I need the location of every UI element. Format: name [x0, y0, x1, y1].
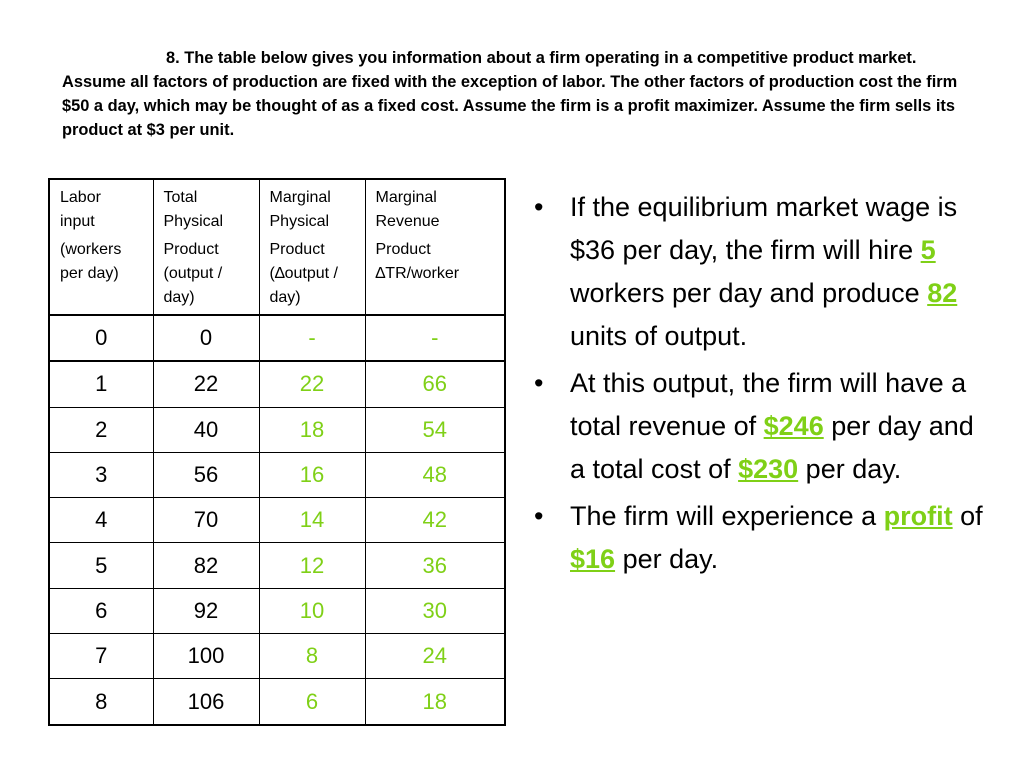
labor-cell: 7 — [49, 634, 153, 679]
mrp-cell: 18 — [365, 679, 505, 725]
answer-profit-word: profit — [883, 501, 953, 531]
labor-cell: 0 — [49, 315, 153, 361]
table-header-row — [49, 179, 505, 315]
mrp-cell: 30 — [365, 588, 505, 633]
mpp-cell: 8 — [259, 634, 365, 679]
tpp-cell: 106 — [153, 679, 259, 725]
mpp-cell: 14 — [259, 498, 365, 543]
mrp-cell: 66 — [365, 361, 505, 407]
table-row — [49, 679, 505, 725]
mrp-cell: 24 — [365, 634, 505, 679]
table-row — [49, 498, 505, 543]
labor-cell: 3 — [49, 452, 153, 497]
table-row — [49, 588, 505, 633]
bullet-profit: • The firm will experience a profit of $16 per day. — [532, 495, 992, 581]
answer-total-cost: $230 — [738, 454, 799, 484]
tpp-cell: 0 — [153, 315, 259, 361]
labor-cell: 1 — [49, 361, 153, 407]
mpp-cell: 22 — [259, 361, 365, 407]
table-row — [49, 315, 505, 361]
tpp-cell: 82 — [153, 543, 259, 588]
labor-cell: 5 — [49, 543, 153, 588]
tpp-cell: 100 — [153, 634, 259, 679]
labor-cell: 4 — [49, 498, 153, 543]
tpp-cell: 56 — [153, 452, 259, 497]
problem-statement: 8. The table below gives you information about a firm operating in a competitive product market. Assume all factors of production are fixed with the exception of labor. The other factors of production cost the firm $50 a day, which may be thought of as a fixed cost. Assume the firm is a profit maximizer. Assume the firm sells its product at $3 per unit. — [62, 49, 958, 139]
answer-workers: 5 — [920, 235, 936, 265]
mrp-cell: - — [365, 315, 505, 361]
mpp-cell: 12 — [259, 543, 365, 588]
answer-profit-amount: $16 — [570, 544, 616, 574]
mpp-cell: - — [259, 315, 365, 361]
bullet-dot: • — [534, 192, 544, 222]
labor-cell: 6 — [49, 588, 153, 633]
table-row — [49, 361, 505, 407]
answer-output: 82 — [927, 278, 958, 308]
bullet-dot: • — [534, 501, 544, 531]
table-row — [49, 634, 505, 679]
table-row — [49, 543, 505, 588]
tpp-cell: 40 — [153, 407, 259, 452]
mrp-cell: 42 — [365, 498, 505, 543]
mpp-cell: 10 — [259, 588, 365, 633]
answer-total-revenue: $246 — [763, 411, 824, 441]
bullet-revenue-cost: • At this output, the firm will have a total revenue of $246 per day and a total cost of $230 per day. — [532, 362, 992, 491]
tpp-cell: 70 — [153, 498, 259, 543]
table-row — [49, 407, 505, 452]
labor-cell: 8 — [49, 679, 153, 725]
tpp-cell: 92 — [153, 588, 259, 633]
tpp-cell: 22 — [153, 361, 259, 407]
mrp-cell: 48 — [365, 452, 505, 497]
mpp-cell: 16 — [259, 452, 365, 497]
mpp-cell: 18 — [259, 407, 365, 452]
production-table — [48, 178, 506, 726]
table-row — [49, 452, 505, 497]
mrp-cell: 36 — [365, 543, 505, 588]
mpp-cell: 6 — [259, 679, 365, 725]
header-total-physical-product: Total Physical Product (output / day) — [153, 179, 259, 315]
header-labor-input: Labor input (workers per day) — [49, 179, 153, 315]
bullet-hiring: • If the equilibrium market wage is $36 per day, the firm will hire 5 workers per day and produce 82 units of output. — [532, 186, 992, 358]
header-marginal-revenue-product: Marginal Revenue Product ∆TR/worker — [365, 179, 505, 315]
answer-bullets — [532, 186, 992, 585]
labor-cell: 2 — [49, 407, 153, 452]
bullet-dot: • — [534, 368, 544, 398]
mrp-cell: 54 — [365, 407, 505, 452]
header-marginal-physical-product: Marginal Physical Product (∆output / day) — [259, 179, 365, 315]
